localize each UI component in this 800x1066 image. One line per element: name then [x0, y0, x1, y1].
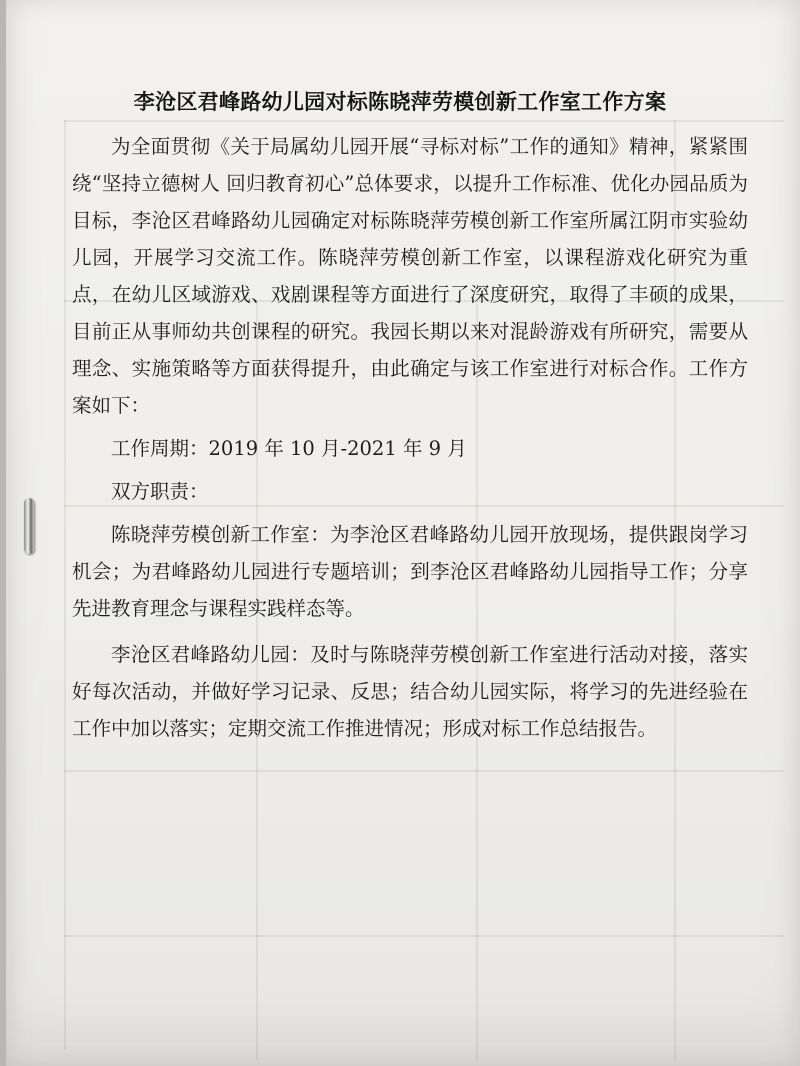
work-period-paragraph: 工作周期：2019 年 10 月-2021 年 9 月 [111, 437, 467, 460]
kindergarten-duties-paragraph: 李沧区君峰路幼儿园：及时与陈晓萍劳模创新工作室进行活动对接，落实好每次活动，并做好学习记录、反思；结合幼儿园实际，将学习的先进经验在工作中加以落实；定期交流工作推进情况；形成对标工作总结报告。 [72, 643, 748, 740]
bleed-through-line [64, 935, 784, 937]
intro-paragraph: 为全面贯彻《关于局属幼儿园开展“寻标对标”工作的通知》精神，紧紧围绕“坚持立德树人 回归教育初心”总体要求，以提升工作标准、优化办园品质为目标，李沧区君峰路幼儿园确定对标陈晓萍劳模创新工作室所属江阴市实验幼儿园，开展学习交流工作。陈晓萍劳模创新工作室，以课程游戏化研究为重点，在幼儿区域游戏、戏剧课程等方面进行了深度研究，取得了丰硕的成果，目前正从事师幼共创课程的研究。我园长期以来对混龄游戏有所研究，需要从理念、实施策略等方面获得提升，由此确定与该工作室进行对标合作。工作方案如下： [72, 135, 748, 417]
document-title: 李沧区君峰路幼儿园对标陈晓萍劳模创新工作室工作方案 [133, 89, 667, 114]
studio-duties-paragraph: 陈晓萍劳模创新工作室：为李沧区君峰路幼儿园开放现场，提供跟岗学习机会；为君峰路幼儿园进行专题培训；到李沧区君峰路幼儿园指导工作；分享先进教育理念与课程实践样态等。 [72, 523, 748, 620]
responsibilities-heading: 双方职责： [111, 480, 209, 503]
document-body [72, 128, 748, 747]
bleed-through-line [64, 120, 66, 1050]
bleed-through-line [64, 120, 784, 122]
staple [24, 498, 34, 554]
bleed-through-line [64, 770, 784, 772]
